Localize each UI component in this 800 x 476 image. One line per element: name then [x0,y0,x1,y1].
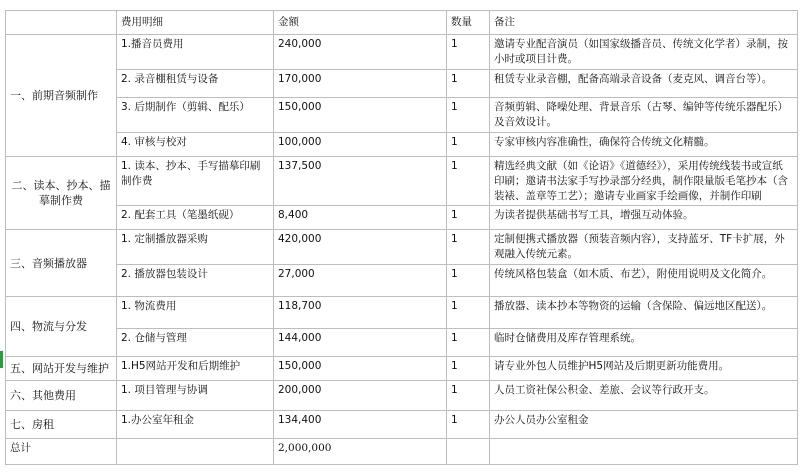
note-cell[interactable]: 定制便携式播放器（预装音频内容），支持蓝牙、TF卡扩展，外观融入传统元素。 [490,230,798,265]
qty-cell[interactable]: 1 [447,35,490,70]
detail-cell[interactable]: 4. 审核与校对 [117,133,274,157]
total-qty-cell[interactable] [447,439,490,465]
header-detail[interactable]: 费用明细 [117,11,274,35]
qty-cell[interactable]: 1 [447,357,490,381]
row-selection-marker [0,351,3,368]
header-qty[interactable]: 数量 [447,11,490,35]
table-row [6,98,798,133]
total-detail-cell[interactable] [117,439,274,465]
qty-cell[interactable]: 1 [447,297,490,329]
detail-cell[interactable]: 3. 后期制作（剪辑、配乐） [117,98,274,133]
budget-table [5,10,798,465]
detail-cell[interactable]: 2. 仓储与管理 [117,329,274,357]
header-row [6,11,798,35]
detail-cell[interactable]: 1. 定制播放器采购 [117,230,274,265]
amount-cell[interactable]: 134,400 [274,411,447,439]
table-row [6,265,798,297]
note-cell[interactable]: 邀请专业配音演员（如国家级播音员、传统文化学者）录制，按小时或项目计费。 [490,35,798,70]
total-amount-cell[interactable]: 2,000,000 [274,439,447,465]
amount-cell[interactable]: 100,000 [274,133,447,157]
table-row [6,35,798,70]
note-cell[interactable]: 为读者提供基础书写工具，增强互动体验。 [490,206,798,230]
category-cell[interactable]: 六、其他费用 [6,381,117,411]
note-cell[interactable]: 专家审核内容准确性，确保符合传统文化精髓。 [490,133,798,157]
note-cell[interactable]: 音频剪辑、降噪处理、背景音乐（古琴、编钟等传统乐器配乐）及音效设计。 [490,98,798,133]
note-cell[interactable] [490,157,798,206]
total-row [6,439,798,465]
category-cell[interactable]: 二、读本、抄本、描摹制作费 [6,157,117,230]
total-note-cell[interactable] [490,439,798,465]
detail-cell[interactable]: 1.办公室年租金 [117,411,274,439]
note-cell[interactable]: 传统风格包装盒（如木质、布艺），附使用说明及文化简介。 [490,265,798,297]
header-category[interactable] [6,11,117,35]
note-cell[interactable]: 人员工资社保公积金、差旅、会议等行政开支。 [490,381,798,411]
sheet-left-edge [0,0,4,476]
table-row [6,230,798,265]
category-cell[interactable]: 一、前期音频制作 [6,35,117,157]
detail-cell[interactable]: 1. 物流费用 [117,297,274,329]
note-cell[interactable]: 播放器、读本抄本等物资的运输（含保险、偏远地区配送）。 [490,297,798,329]
header-amount[interactable]: 金额 [274,11,447,35]
total-label-cell[interactable]: 总计 [6,439,117,465]
qty-cell[interactable]: 1 [447,133,490,157]
qty-cell[interactable]: 1 [447,265,490,297]
amount-cell[interactable]: 8,400 [274,206,447,230]
qty-cell[interactable]: 1 [447,206,490,230]
note-text: 精选经典文献（如《论语》《道德经》），采用传统线装书或宣纸印刷；邀请书法家手写抄录部分经典，制作限量版毛笔抄本（含装裱、盖章等工艺）；邀请专业画家手绘画像，并制作印刷 [494,160,788,202]
table-row [6,411,798,439]
detail-cell[interactable]: 1.播音员费用 [117,35,274,70]
note-cell[interactable]: 临时仓储费用及库存管理系统。 [490,329,798,357]
header-note[interactable]: 备注 [490,11,798,35]
amount-cell[interactable]: 170,000 [274,70,447,98]
note-cell[interactable]: 请专业外包人员维护H5网站及后期更新功能费用。 [490,357,798,381]
qty-cell[interactable]: 1 [447,157,490,206]
amount-cell[interactable]: 144,000 [274,329,447,357]
detail-cell[interactable]: 1.H5网站开发和后期维护 [117,357,274,381]
amount-cell[interactable]: 27,000 [274,265,447,297]
note-cell[interactable]: 办公人员办公室租金 [490,411,798,439]
table-row [6,329,798,357]
detail-cell[interactable]: 1. 读本、抄本、手写描摹印刷制作费 [117,157,274,206]
detail-cell[interactable]: 2. 配套工具（笔墨纸砚） [117,206,274,230]
amount-cell[interactable]: 137,500 [274,157,447,206]
table-row [6,206,798,230]
category-cell[interactable]: 三、音频播放器 [6,230,117,297]
amount-cell[interactable]: 150,000 [274,357,447,381]
amount-cell[interactable]: 240,000 [274,35,447,70]
category-cell[interactable]: 七、房租 [6,411,117,439]
table-row [6,157,798,206]
detail-cell[interactable]: 2. 播放器包装设计 [117,265,274,297]
category-cell[interactable]: 四、物流与分发 [6,297,117,357]
qty-cell[interactable]: 1 [447,230,490,265]
detail-cell[interactable]: 1. 项目管理与协调 [117,381,274,411]
amount-cell[interactable]: 118,700 [274,297,447,329]
table-row [6,381,798,411]
table-row [6,133,798,157]
note-cell[interactable]: 租赁专业录音棚，配备高端录音设备（麦克风、调音台等）。 [490,70,798,98]
amount-cell[interactable]: 420,000 [274,230,447,265]
category-cell[interactable]: 五、网站开发与维护 [6,357,117,381]
table-row [6,357,798,381]
detail-cell[interactable]: 2. 录音棚租赁与设备 [117,70,274,98]
amount-cell[interactable]: 200,000 [274,381,447,411]
amount-cell[interactable]: 150,000 [274,98,447,133]
qty-cell[interactable]: 1 [447,381,490,411]
qty-cell[interactable]: 1 [447,98,490,133]
qty-cell[interactable]: 1 [447,329,490,357]
table-row [6,70,798,98]
table-row [6,297,798,329]
qty-cell[interactable]: 1 [447,70,490,98]
qty-cell[interactable]: 1 [447,411,490,439]
